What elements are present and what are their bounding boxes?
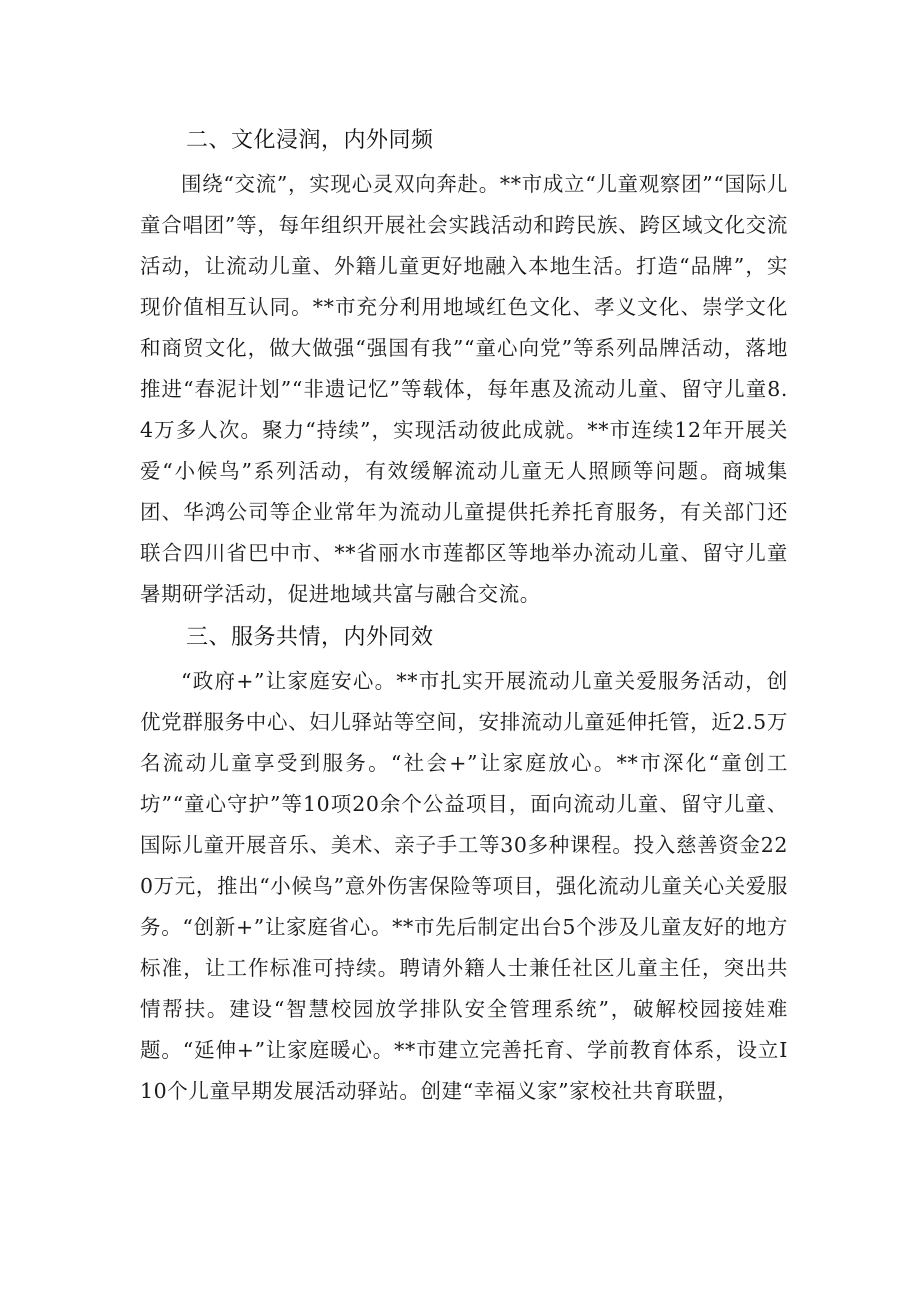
section-heading-culture: 二、文化浸润，内外同频 [186, 128, 434, 153]
section-paragraph-culture: 围绕“交流”，实现心灵双向奔赴。**市成立“儿童观察团”“国际儿童合唱团”等，每年组织开展社会实践活动和跨民族、跨区域文化交流活动，让流动儿童、外籍儿童更好地融入本地生活。打造“品牌”，实现价值相互认同。**市充分利用地域红色文化、孝义文化、崇学文化和商贸文化，做大做强“强国有我”“童心向党”等系列品牌活动，落地推进“春泥计划”“非遗记忆”等载体，每年惠及流动儿童、留守儿童8.4万多人次。聚力“持续”，实现活动彼此成就。**市连续12年开展关爱“小候鸟”系列活动，有效缓解流动儿童无人照顾等问题。商城集团、华鸿公司等企业常年为流动儿童提供托养托育服务，有关部门还联合四川省巴中市、**省丽水市莲都区等地举办流动儿童、留守儿童暑期研学活动，促进地域共富与融合交流。 [140, 172, 788, 606]
section-paragraph-service: “政府+”让家庭安心。**市扎实开展流动儿童关爱服务活动，创优党群服务中心、妇儿驿站等空间，安排流动儿童延伸托管，近2.5万名流动儿童享受到服务。“社会+”让家庭放心。**市深化“童创工坊”“童心守护”等10项20余个公益项目，面向流动儿童、留守儿童、国际儿童开展音乐、美术、亲子手工等30多种课程。投入慈善资金220万元，推出“小候鸟”意外伤害保险等项目，强化流动儿童关心关爱服务。“创新+”让家庭省心。**市先后制定出台5个涉及儿童友好的地方标准，让工作标准可持续。聘请外籍人士兼任社区儿童主任，突出共情帮扶。建设“智慧校园放学排队安全管理系统”，破解校园接娃难题。“延伸+”让家庭暖心。**市建立完善托育、学前教育体系，设立I10个儿童早期发展活动驿站。创建“幸福义家”家校社共育联盟， [140, 669, 788, 1103]
document-body [140, 118, 788, 1112]
section-heading-service: 三、服务共情，内外同效 [186, 625, 434, 650]
